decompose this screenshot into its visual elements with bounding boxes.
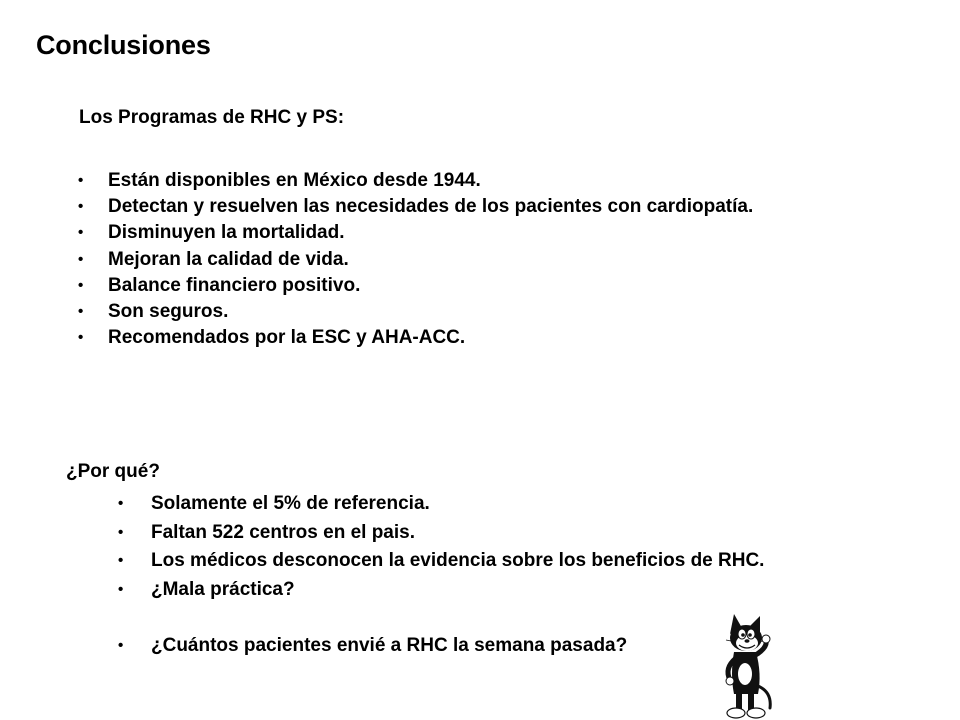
- bullet-icon: •: [118, 637, 124, 654]
- bullet-icon: •: [78, 250, 84, 268]
- list-item-text: Detectan y resuelven las necesidades de los pacientes con cardiopatía.: [108, 196, 754, 218]
- bullet-icon: •: [78, 329, 84, 347]
- bullet-icon: •: [118, 523, 124, 541]
- conclusions-list: [78, 168, 754, 351]
- list-item-text: Mejoran la calidad de vida.: [108, 248, 349, 270]
- list-item-text: Disminuyen la mortalidad.: [108, 222, 345, 244]
- section-heading-programas: Los Programas de RHC y PS:: [79, 107, 345, 128]
- cartoon-cat-icon: [710, 612, 780, 720]
- bullet-icon: •: [78, 302, 84, 320]
- section-heading-por-que: ¿Por qué?: [66, 461, 160, 482]
- list-item: [78, 168, 753, 194]
- list-item: [78, 194, 754, 220]
- reasons-list: [118, 490, 765, 661]
- list-item-text: Recomendados por la ESC y AHA-ACC.: [108, 327, 466, 349]
- list-item: [78, 247, 753, 273]
- slide-title: Conclusiones: [36, 30, 211, 60]
- list-item: [78, 325, 753, 351]
- list-item-text: ¿Mala práctica?: [151, 578, 295, 600]
- list-item: [118, 547, 765, 576]
- list-item-text: Están disponibles en México desde 1944.: [108, 170, 481, 191]
- list-item: [118, 632, 764, 661]
- list-item: [78, 273, 753, 299]
- bullet-icon: •: [118, 552, 124, 569]
- list-item-text: Son seguros.: [108, 300, 229, 322]
- list-item-text: Solamente el 5% de referencia.: [151, 493, 430, 514]
- list-item: [78, 220, 753, 246]
- list-item: [78, 299, 753, 325]
- list-item-text: Balance financiero positivo.: [108, 274, 361, 296]
- list-item-text: Los médicos desconocen la evidencia sobre los beneficios de RHC.: [151, 550, 765, 571]
- list-item-text: ¿Cuántos pacientes envié a RHC la semana pasada?: [151, 635, 628, 656]
- bullet-icon: •: [78, 172, 84, 189]
- list-item: [118, 490, 764, 519]
- bullet-icon: •: [78, 276, 84, 294]
- bullet-icon: •: [78, 198, 84, 216]
- list-item: [118, 576, 764, 605]
- list-item-text: Faltan 522 centros en el pais.: [151, 521, 415, 543]
- bullet-icon: •: [118, 580, 124, 598]
- bullet-icon: •: [118, 495, 124, 512]
- list-item: [118, 519, 764, 548]
- bullet-icon: •: [78, 224, 84, 242]
